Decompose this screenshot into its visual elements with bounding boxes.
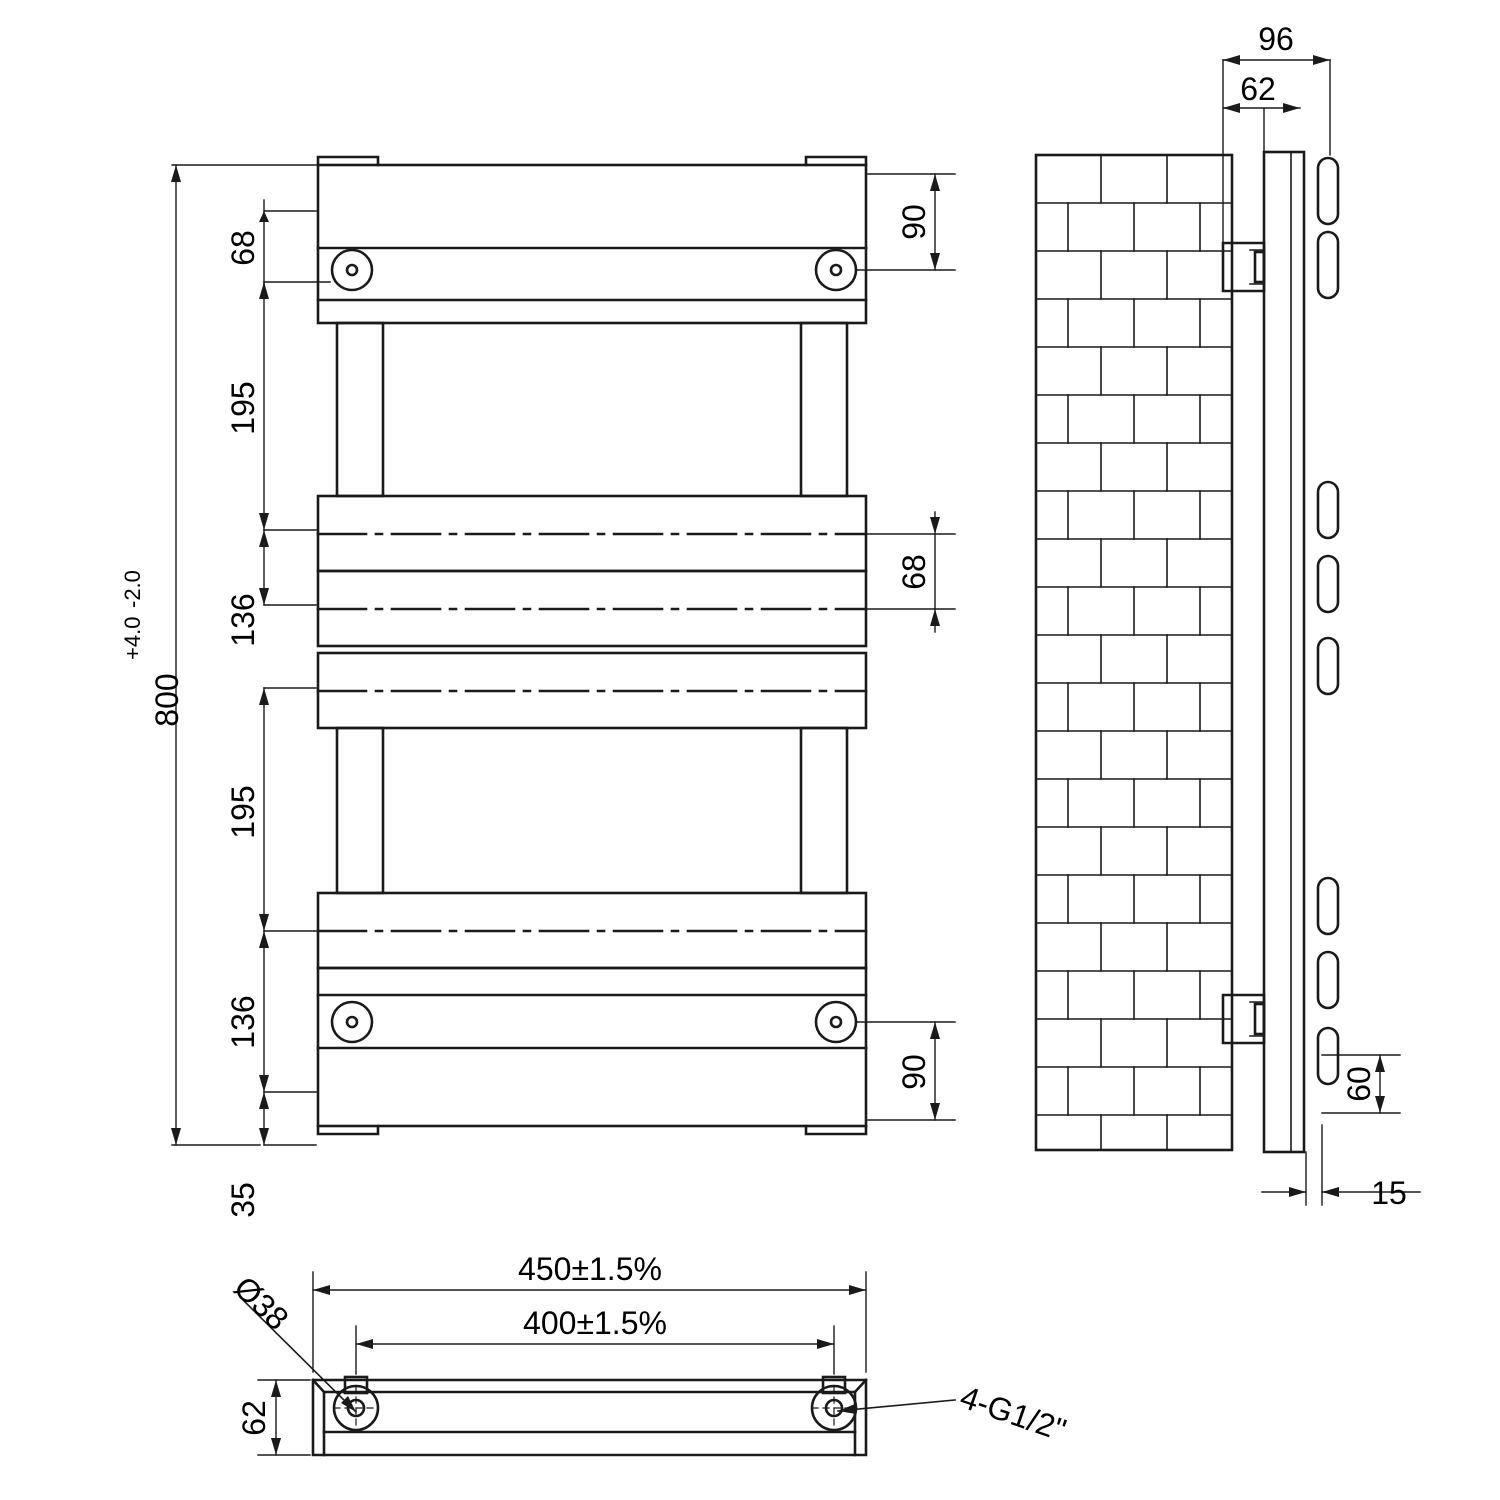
dim-total-depth: 96 xyxy=(1258,21,1294,57)
dim-bracket-height: 60 xyxy=(1341,1066,1377,1102)
dim-spacing-2: 136 xyxy=(225,593,261,647)
dim-top-valve-edge: 90 xyxy=(896,204,932,240)
dim-valve-centres: 400±1.5% xyxy=(523,1305,667,1341)
dim-spacing-3: 195 xyxy=(225,785,261,839)
side-section-view-with-wall xyxy=(1036,55,1420,1205)
dim-tolerance-minus: -2.0 xyxy=(120,570,145,608)
dim-top-bracket-offset: 68 xyxy=(225,230,261,266)
dim-bottom-offset: 35 xyxy=(225,1182,261,1218)
top-plan-view xyxy=(240,1272,955,1455)
dim-spacing-1: 195 xyxy=(225,381,261,435)
dim-bracket-depth: 62 xyxy=(1240,71,1276,107)
dim-rail-gap: 68 xyxy=(896,554,932,590)
dim-wall-plate: 15 xyxy=(1371,1175,1407,1211)
front-elevation-view xyxy=(171,157,955,1145)
dim-connections: 4-G1/2" xyxy=(955,1378,1071,1449)
dim-valve-offset: 62 xyxy=(236,1400,272,1436)
dim-bottom-valve-edge: 90 xyxy=(896,1054,932,1090)
dim-overall-height: 800 xyxy=(149,673,185,727)
dim-valve-diameter: Ø38 xyxy=(227,1269,296,1338)
dimension-labels xyxy=(120,21,1407,1448)
dim-overall-width: 450±1.5% xyxy=(518,1251,662,1287)
dim-spacing-4: 136 xyxy=(225,995,261,1049)
dim-tolerance-plus: +4.0 xyxy=(120,616,145,660)
